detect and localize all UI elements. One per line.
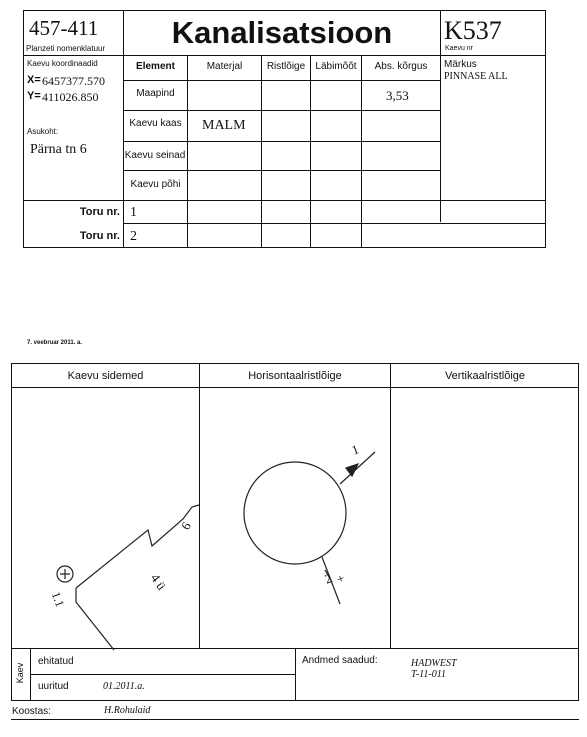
row-element: Kaevu kaas (129, 118, 182, 129)
row-abs-height: 3,53 (386, 88, 409, 103)
location-value: Pärna tn 6 (30, 142, 87, 157)
sketch-label-1: 1 (349, 441, 361, 458)
col-header-material: Materjal (206, 61, 243, 72)
compiled-value: H.Rohulaid (104, 705, 151, 716)
well-label: Kaevu nr (445, 45, 474, 52)
well-id: K537 (444, 16, 502, 45)
section-horizontal: Horisontaalristlõige (248, 370, 342, 382)
row-element: Kaevu põhi (130, 179, 181, 190)
y-value: 411026.850 (42, 90, 99, 104)
remarks-label: Märkus (444, 59, 477, 70)
remarks-value: PINNASE ALL (444, 71, 508, 82)
sketch-label-plus: + (334, 570, 347, 587)
y-label: Y= (27, 90, 41, 102)
sketch-label-4u: 4 ü (147, 570, 170, 593)
divider (30, 674, 295, 675)
location-label: Asukoht: (27, 127, 59, 136)
data-source-name: HADWEST (411, 658, 457, 669)
col-header-abs-height: Abs. kõrgus (374, 61, 428, 72)
built-label: ehitatud (38, 656, 74, 667)
surveyed-value: 01.2011.a. (103, 681, 145, 692)
sheet-label: Planzeti nomenklatuur (26, 44, 106, 53)
pipe-label: Toru nr. (79, 230, 120, 242)
col-header-element: Element (136, 61, 175, 72)
col-header-diameter: Läbimõõt (315, 61, 357, 72)
row-element: Kaevu seinad (124, 150, 186, 161)
col-header-cross-section: Ristlõige (266, 61, 306, 72)
divider (11, 719, 579, 720)
sheet-number: 457-411 (29, 16, 99, 40)
row-element: Maapind (136, 88, 175, 99)
sketch-label-11: 1.1 (48, 589, 68, 609)
footer-side-label: Kaev (15, 662, 25, 684)
section-connections: Kaevu sidemed (67, 370, 144, 382)
data-source-code: T-11-011 (411, 669, 446, 680)
sketch-label-2: 2 (322, 570, 334, 587)
compiled-label: Koostas: (12, 706, 51, 717)
page-title: Kanalisatsioon (171, 15, 393, 50)
pipe-number: 2 (130, 229, 137, 244)
pipe-label: Toru nr. (79, 206, 120, 218)
pipe-number: 1 (130, 205, 137, 220)
section-vertical: Vertikaalristlõige (444, 370, 526, 382)
surveyed-label: uuritud (38, 681, 69, 692)
data-source-label: Andmed saadud: (302, 655, 378, 666)
document-date: 7. veebruar 2011. a. (27, 340, 83, 346)
divider (30, 649, 31, 701)
divider (295, 649, 296, 701)
x-value: 6457377.570 (42, 74, 105, 88)
row-material: MALM (202, 118, 246, 133)
sketch-label-6: 6 (177, 519, 194, 533)
x-label: X= (27, 74, 41, 86)
coords-label: Kaevu koordinaadid (27, 59, 98, 68)
